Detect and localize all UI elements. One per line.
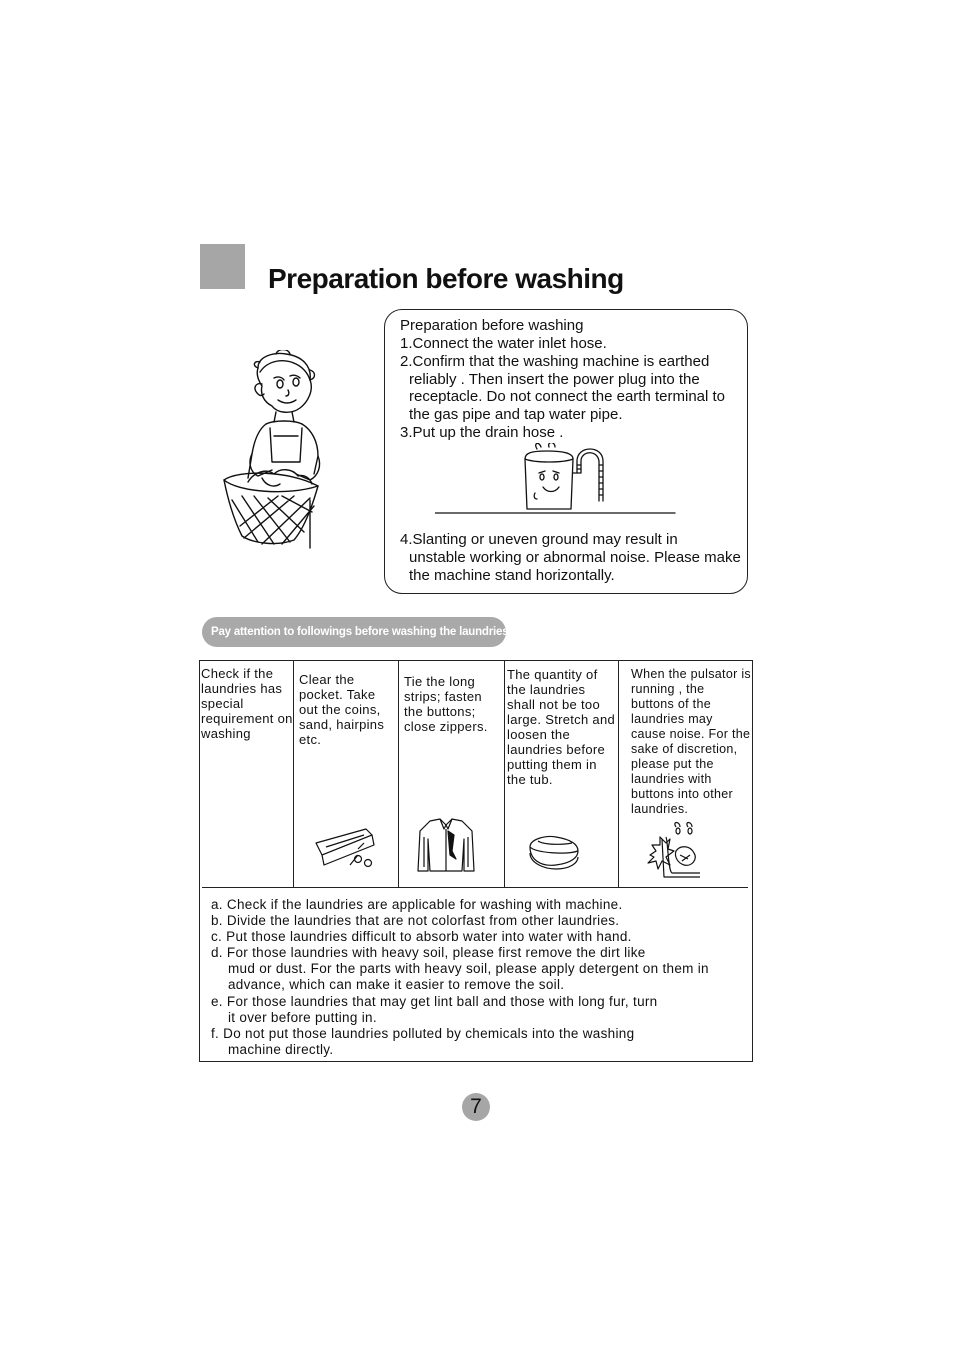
washing-notes-list [211, 897, 741, 1058]
note-f [211, 1026, 741, 1058]
step-3-text: 3.Put up the drain hose . [400, 423, 564, 441]
note-a [211, 897, 741, 913]
note-e-text: e. For those laundries that may get lint ball and those with long fur, turn [211, 993, 658, 1009]
column-divider [398, 661, 399, 888]
laundry-checklist-table [199, 660, 753, 1062]
step-2-continued: reliably . Then insert the power plug into the receptacle. Do not connect the earth terminal to the gas pipe and tap water pipe. [409, 370, 726, 424]
column-divider [293, 661, 294, 888]
step-1-text: 1.Connect the water inlet hose. [400, 335, 607, 352]
note-c [211, 929, 741, 945]
page-title: Preparation before washing [268, 263, 624, 294]
column-divider [504, 661, 505, 888]
note-f-continued: machine directly. [228, 1041, 334, 1057]
title-marker [200, 244, 245, 289]
step-1 [400, 335, 607, 352]
folded-laundry-icon [526, 833, 582, 871]
note-e [211, 994, 741, 1026]
note-e-continued: it over before putting in. [228, 1009, 377, 1025]
column-divider [618, 661, 619, 888]
attention-label: Pay attention to followings before washing the laundries [202, 617, 506, 647]
washing-machine-illustration [435, 443, 683, 515]
table-cell-special-requirement: Check if the laundries has special requirement on washing [201, 666, 293, 741]
pocket-items-icon [314, 825, 380, 869]
table-cell-quantity: The quantity of the laundries shall not be too large. Stretch and loosen the laundries before putting them in the tub. [507, 667, 616, 787]
page-number: 7 [462, 1093, 490, 1121]
note-c-text: c. Put those laundries difficult to absorb water into water with hand. [211, 929, 632, 945]
preparation-steps-list [400, 335, 745, 442]
note-b [211, 913, 741, 929]
note-d-continued: mud or dust. For the parts with heavy soil, please apply detergent on them in advance, which can make it easier to remove the soil. [228, 961, 709, 993]
note-b-text: b. Divide the laundries that are not colorfast from other laundries. [211, 913, 620, 929]
table-cell-tie-strips: Tie the long strips; fasten the buttons; close zippers. [404, 674, 488, 734]
table-cell-clear-pocket: Clear the pocket. Take out the coins, sand, hairpins etc. [299, 672, 385, 747]
preparation-heading: Preparation before washing [400, 317, 584, 334]
note-a-text: a. Check if the laundries are applicable for washing with machine. [211, 897, 623, 912]
shirt-icon [416, 817, 476, 873]
step-4-continued: unstable working or abnormal noise. Please make the machine stand horizontally. [409, 548, 741, 584]
step-4 [400, 531, 745, 584]
preparation-steps-box [384, 309, 748, 594]
step-2-text: 2.Confirm that the washing machine is earthed [400, 352, 710, 370]
noise-icon [646, 821, 706, 881]
step-2 [400, 353, 745, 424]
step-4-text: 4.Slanting or uneven ground may result in [400, 531, 678, 548]
note-d [211, 945, 741, 993]
step-3 [400, 424, 563, 441]
note-d-text: d. For those laundries with heavy soil, please first remove the dirt like [211, 945, 646, 961]
table-cell-buttons-noise: When the pulsator is running , the buttons of the laundries may cause noise. For the sake of discretion, please put the laundries with buttons into other laundries. [631, 667, 751, 816]
woman-with-basket-illustration [218, 350, 330, 552]
row-divider [202, 887, 748, 888]
note-f-text: f. Do not put those laundries polluted by chemicals into the washing [211, 1025, 635, 1041]
